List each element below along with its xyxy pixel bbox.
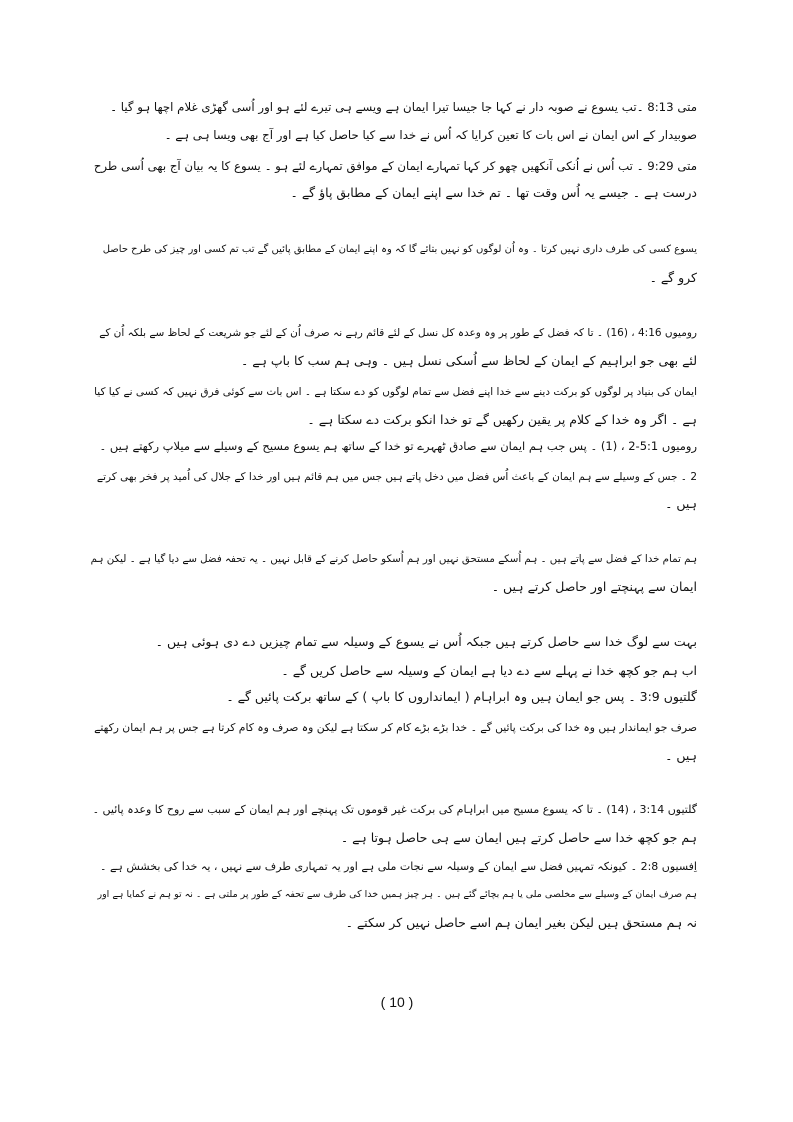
- text-line: متی 9:29 ۔ تب اُس نے اُنکی آنکھیں چھو کر کہا تمہارے ایمان کے موافق تمہارے لئے ہو ۔ یسوع کا یہ بیان آج بھی اُسی طرح: [93, 159, 697, 173]
- text-line: ہم صرف ایمان کے وسیلے سے مخلصی ملی یا ہم بچائے گئے ہیں ۔ ہر چیز ہمیں خدا کی طرف سے تحفہ کے طور پر ملتی ہے ۔ نہ تو ہم نے کمایا ہے اور: [97, 889, 697, 900]
- text-line: صرف جو ایماندار ہیں وہ خدا کی برکت پائیں گے ۔ خدا بڑے بڑے کام کر سکتا ہے لیکن وہ صرف وہ کام کرتا ہے جس پر ہم ایمان رکھتے: [94, 721, 697, 734]
- text-line: ایمان کی بنیاد پر لوگوں کو برکت دینے سے خدا اپنے فضل سے تمام لوگوں کو دے سکتا ہے ۔ اس بات سے کوئی فرق نہیں کہ کسی نے کیا کیا: [94, 386, 697, 398]
- text-line: اِفسیوں 2:8 ۔ کیونکہ تمہیں فضل سے ایمان کے وسیلہ سے نجات ملی ہے اور یہ تمہاری طرف سے نہیں ، یہ خدا کی بخشش ہے ۔: [100, 860, 697, 873]
- text-line: ہے ۔ اگر وہ خدا کے کلام پر یقین رکھیں گے تو خدا انکو برکت دے سکتا ہے ۔: [307, 412, 697, 427]
- text-line: درست ہے ۔ جیسے یہ اُس وقت تھا ۔ تم خدا سے اپنے ایمان کے مطابق پاؤ گے ۔: [290, 185, 697, 200]
- text-line: اب ہم جو کچھ خدا نے پہلے سے دے دیا ہے ایمان کے وسیلہ سے حاصل کریں گے ۔: [281, 663, 697, 678]
- page-number: ( 10 ): [380, 994, 414, 1010]
- text-line: ہیں ۔: [665, 496, 697, 511]
- text-line: صوبیدار کے اس ایمان نے اس بات کا تعین کرایا کہ اُس نے خدا سے کیا حاصل کیا ہے اور آج بھی ویسا ہی ہے ۔: [164, 128, 697, 142]
- text-line: ہم جو کچھ خدا سے حاصل کرتے ہیں ایمان سے ہی حاصل ہوتا ہے ۔: [340, 830, 697, 845]
- text-line: ایمان سے پہنچتے اور حاصل کرتے ہیں ۔: [491, 579, 697, 594]
- text-line: لئے بھی جو ابراہیم کے ایمان کے لحاظ سے اُسکی نسل ہیں ۔ وہی ہم سب کا باپ ہے ۔: [241, 353, 697, 368]
- text-line: ہم تمام خدا کے فضل سے پاتے ہیں ۔ ہم اُسکے مستحق نہیں اور ہم اُسکو حاصل کرنے کے قابل نہیں ۔ یہ تحفہ فضل سے دیا گیا ہے ۔ لیکن ہم: [90, 553, 697, 565]
- text-line: بہت سے لوگ خدا سے حاصل کرتے ہیں جبکہ اُس نے یسوع کے وسیلہ سے تمام چیزیں دے دی ہوئی ہیں ۔: [155, 634, 697, 649]
- text-line: گلتیوں 3:9 ۔ پس جو ایمان ہیں وہ ابراہام ( ایمانداروں کا باپ ) کے ساتھ برکت پائیں گے ۔: [226, 689, 697, 704]
- text-line: رومیوں 4:16 ، (16) ۔ تا کہ فضل کے طور پر وہ وعدہ کل نسل کے لئے قائم رہے نہ صرف اُن کے لئے جو شریعت کے لحاظ سے بلکہ اُن کے: [99, 327, 697, 339]
- text-line: گلتیوں 3:14 ، (14) ۔ تا کہ یسوع مسیح میں ابراہام کی برکت غیر قوموں تک پہنچے اور ہم ایمان کے سبب سے روح کا وعدہ پائیں ۔: [92, 803, 697, 816]
- text-line: رومیوں 5:1-2 ، (1) ۔ پس جب ہم ایمان سے صادق ٹھہرے تو خدا کے ساتھ ہم یسوع مسیح کے وسیلے سے میلاپ رکھتے ہیں ۔: [99, 439, 697, 453]
- text-line: ہیں ۔: [665, 748, 697, 763]
- text-line: یسوع کسی کی طرف داری نہیں کرتا ۔ وہ اُن لوگوں کو نہیں بتائے گا کہ وہ اپنے ایمان کے مطابق پائیں گے تب تم کسی اور چیز کی طرح حاصل: [102, 244, 697, 255]
- text-line: متی 8:13 ۔تب یسوع نے صوبہ دار نے کہا جا جیسا تیرا ایمان ہے ویسے ہی تیرے لئے ہو اور اُسی گھڑی غلام اچھا ہو گیا ۔: [110, 100, 697, 114]
- text-line: کرو گے ۔: [649, 270, 697, 285]
- text-line: 2 ۔ جس کے وسیلے سے ہم ایمان کے باعث اُس فضل میں دخل پاتے ہیں جس میں ہم قائم ہیں اور خدا کے جلال کی اُمید پر فخر بھی کرتے: [96, 471, 697, 483]
- text-line: نہ ہم مستحق ہیں لیکن بغیر ایمان ہم اسے حاصل نہیں کر سکتے ۔: [345, 915, 697, 930]
